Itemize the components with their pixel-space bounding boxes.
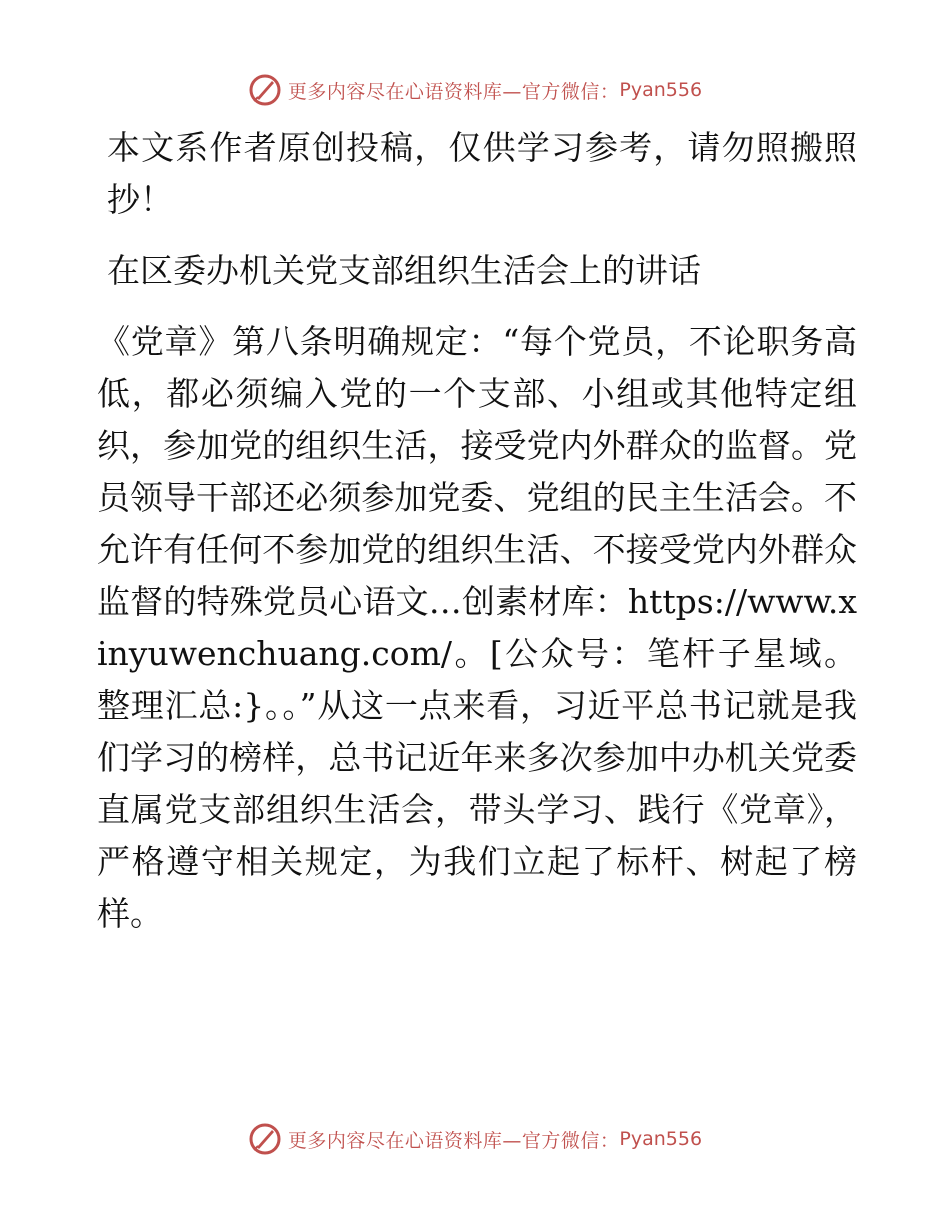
header-banner	[0, 70, 950, 110]
banner-wechat-id: Pyan556	[619, 1128, 703, 1150]
quill-logo-icon	[248, 1122, 282, 1156]
document-body	[97, 122, 857, 940]
copyright-notice: 本文系作者原创投稿，仅供学习参考，请勿照搬照抄！	[107, 128, 857, 219]
quill-logo-icon	[248, 73, 282, 107]
footer-banner	[0, 1119, 950, 1159]
banner-wechat-id: Pyan556	[619, 79, 703, 101]
banner-text: 更多内容尽在心语资料库—官方微信：	[287, 80, 620, 103]
banner-text: 更多内容尽在心语资料库—官方微信：	[287, 1129, 620, 1152]
speech-title: 在区委办机关党支部组织生活会上的讲话	[107, 251, 701, 290]
body-paragraph: 《党章》第八条明确规定：“每个党员，不论职务高低，都必须编入党的一个支部、小组或其他特定组织，参加党的组织生活，接受党内外群众的监督。党员领导干部还必须参加党委、党组的民主生活会。不允许有任何不参加党的组织生活、不接受党内外群众监督的特殊党员心语文…创素材库：https://www.xinyuwenchuang.com/。[公众号：笔杆子星域。整理汇总:}。。”从这一点来看，习近平总书记就是我们学习的榜样，总书记近年来多次参加中办机关党委直属党支部组织生活会，带头学习、践行《党章》，严格遵守相关规定，为我们立起了标杆、树起了榜样。	[97, 322, 857, 933]
